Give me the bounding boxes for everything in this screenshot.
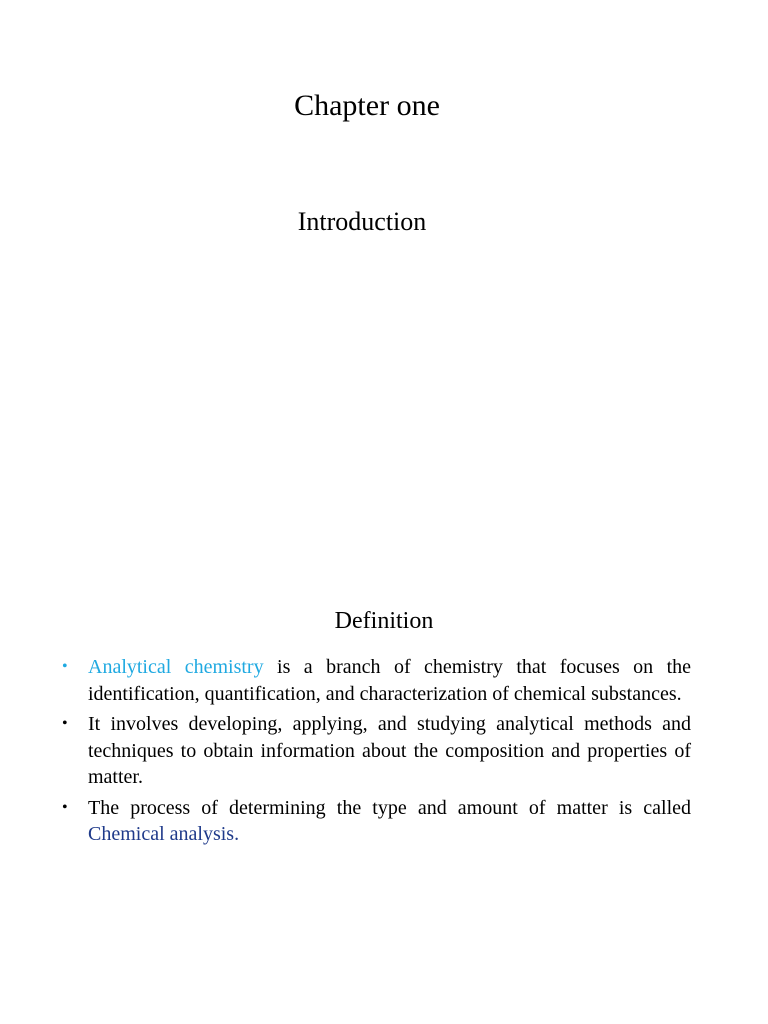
bullet-text: It involves developing, applying, and studying analytical methods and techniques to obtain information about the composition and properties of matter. xyxy=(88,713,691,788)
bullet-item-chemical-analysis xyxy=(60,795,691,848)
definition-bullet-list xyxy=(60,654,691,852)
bullet-text: The process of determining the type and amount of matter is called xyxy=(88,796,691,819)
term-chemical-analysis: Chemical analysis. xyxy=(88,823,240,845)
definition-heading: Definition xyxy=(334,608,434,634)
bullet-icon: • xyxy=(62,715,68,732)
bullet-icon: • xyxy=(62,658,68,675)
bullet-item-methods xyxy=(60,711,691,791)
bullet-icon: • xyxy=(62,798,68,816)
bullet-item-analytical-chemistry xyxy=(60,654,691,707)
bullet-text: is a branch of chemistry that focuses on the identification, quantification, and characterization of chemical substances. xyxy=(88,656,692,705)
introduction-subtitle: Introduction xyxy=(297,207,427,236)
definition-slide xyxy=(0,512,768,1024)
chapter-title: Chapter one xyxy=(294,89,440,122)
term-analytical-chemistry: Analytical chemistry xyxy=(88,656,264,678)
